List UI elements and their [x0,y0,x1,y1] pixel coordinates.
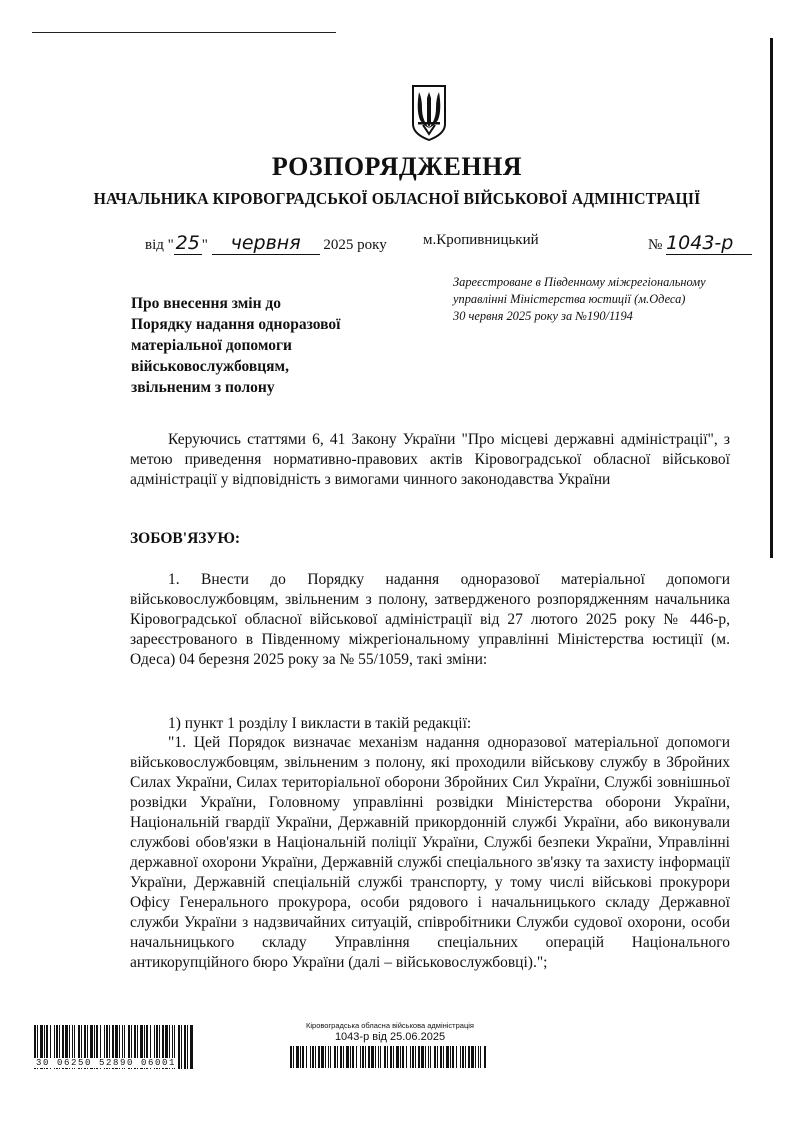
barcode-bar [315,1046,316,1068]
barcode-bar [462,1046,464,1068]
barcode-bar [312,1046,314,1068]
document-date: від " 25 " червня 2025 року [145,232,387,254]
document-number [648,232,752,255]
barcode-bar [328,1046,329,1068]
subject-line: військовослужбовцям, [131,358,289,375]
registration-note-line: управлінні Міністерства юстиції (м.Одеса) [453,292,686,306]
barcode-bar [412,1046,414,1068]
subject-line: матеріальної допомоги [131,337,292,354]
barcode-bar [475,1046,476,1068]
barcode-bar [365,1046,366,1068]
barcode-bar [300,1046,301,1068]
barcode-bar [471,1046,474,1068]
subject-line: Про внесення змін до [131,295,282,312]
barcode-bar [325,1046,326,1068]
barcode-bar [318,1046,320,1068]
barcode-bar [302,1046,304,1068]
barcode-bar [393,1046,394,1068]
barcode-bar [428,1046,429,1068]
barcode-bar [330,1046,331,1068]
barcode-bar [434,1046,436,1068]
subitem-1-paragraph: 1) пункт 1 розділу І викласти в такій редакції: [168,715,472,732]
barcode-bar [418,1046,420,1068]
barcode-bar [460,1046,461,1068]
quoted-text-paragraph: "1. Цей Порядок визначає механізм надання одноразової матеріальної допомоги військовослужбовцям, звільненим з полону, які проходили військову службу в Збройних Силах України, Силах територіальної оборони Збройних Сил України, Службі зовнішньої розвідки України, Головному управлінні розвідки Міністерства оборони України, Національній гвардії України, Державній прикордонній службі України, або виконували службові обов'язки в Національній поліції України, Службі безпеки України, Управлінні державної охорони України, Державній службі спеціального зв'язку та захисту інформації України, Державній спеціальній службі транспорту, у тому числі військові прокурори Офісу Генерального прокурора, особи рядового і начальницького складу Державної служби України з надзвичайних ситуацій, співробітники Служби судової охорони, особи начальницького складу Управління спеціальних операцій Національного антикорупційного бюро України (далі – військовослужбовці)."; [130,734,730,971]
barcode-bar [446,1046,449,1068]
barcode-bar [290,1046,292,1068]
barcode-bar [478,1046,479,1068]
barcode-bar [437,1046,438,1068]
barcode-bar [340,1046,342,1068]
barcode-bar [443,1046,444,1068]
barcode-bar [450,1046,451,1068]
scan-edge-line [770,38,773,558]
barcode-bar [406,1046,407,1068]
date-month: червня [212,232,320,255]
barcode-left-number: 30 06250 52890 06001 [36,1058,177,1068]
barcode-bar [387,1046,388,1068]
barcode-bar [310,1046,311,1068]
barcode-bar [371,1046,374,1068]
subject-line: Порядку надання одноразової [131,316,341,333]
order-heading: ЗОБОВ'ЯЗУЮ: [130,530,241,547]
barcode-bar [380,1046,381,1068]
barcode-bar [337,1046,338,1068]
barcode-bar [410,1046,411,1068]
barcode-bar [350,1046,351,1068]
city: м.Кропивницький [423,232,539,248]
barcode-bar [402,1046,404,1068]
registration-note-line: Зареєстроване в Південному міжрегіональному [453,275,706,289]
registration-stamp-ref: 1043-р від 25.06.2025 [334,1031,446,1043]
barcode-bar [421,1046,424,1068]
subject-block [131,293,401,398]
barcode-right [290,1046,486,1068]
barcode-bar [178,1025,180,1069]
barcode-bar [362,1046,364,1068]
barcode-bar [375,1046,376,1068]
barcode-bar [360,1046,361,1068]
barcode-bar [480,1046,481,1068]
barcode-bar [384,1046,386,1068]
top-rule [32,32,336,33]
barcode-bar [368,1046,370,1068]
barcode-bar [430,1046,431,1068]
item-1-paragraph: 1. Внести до Порядку надання одноразової матеріальної допомоги військовослужбовцям, звільненим з полону, затвердженого розпорядженням начальника Кіровоградської обласної військової адміністрації від 27 лютого 2025 року № 446-р, зареєстрованого в Південному міжрегіональному управлінні Міністерства юстиції (м. Одеса) 04 березня 2025 року за № 55/1059, такі зміни: [130,571,730,668]
document-subtitle: НАЧАЛЬНИКА КІРОВОГРАДСЬКОЇ ОБЛАСНОЇ ВІЙСЬКОВОЇ АДМІНІСТРАЦІЇ [93,189,701,208]
barcode-bar [452,1046,454,1068]
barcode-bar [415,1046,416,1068]
barcode-bar [465,1046,466,1068]
subject-line: звільненим з полону [131,379,275,396]
number-value: 1043-р [666,232,752,255]
barcode-bar [390,1046,392,1068]
barcode-bar [400,1046,401,1068]
barcode-bar [456,1046,457,1068]
date-year: 2025 року [323,237,387,253]
document-title: РОЗПОРЯДЖЕННЯ [271,152,523,181]
barcode-bar [396,1046,399,1068]
barcode-bar [187,1025,188,1069]
barcode-bar [484,1046,486,1068]
barcode-bar [356,1046,357,1068]
barcode-bar [468,1046,470,1068]
date-day: 25 [175,232,200,254]
barcode-bar [378,1046,379,1068]
number-prefix: № [648,237,663,253]
trident-icon [410,84,448,142]
barcode-bar [440,1046,442,1068]
registration-note-line: 30 червня 2025 року за №190/1194 [453,309,633,323]
preamble-paragraph: Керуючись статтями 6, 41 Закону України "Про місцеві державні адміністрації", з метою приведення нормативно-правових актів Кіровоградської обласної військової адміністрації у відповідність з вимогами чинного законодавства України [130,431,730,488]
date-prefix: від [145,237,164,253]
barcode-bar [293,1046,294,1068]
registration-note [453,274,753,325]
registration-stamp-org: Кіровоградська обласна військова адміністрація [305,1021,474,1030]
barcode-bar [425,1046,426,1068]
barcode-bar [334,1046,336,1068]
barcode-bar [306,1046,307,1068]
barcode-bar [352,1046,354,1068]
barcode-bar [181,1025,182,1069]
barcode-bar [321,1046,324,1068]
barcode-bar [296,1046,299,1068]
barcode-bar [184,1025,186,1069]
barcode-bar [343,1046,344,1068]
barcode-bar [346,1046,349,1068]
barcode-bar [190,1025,193,1069]
